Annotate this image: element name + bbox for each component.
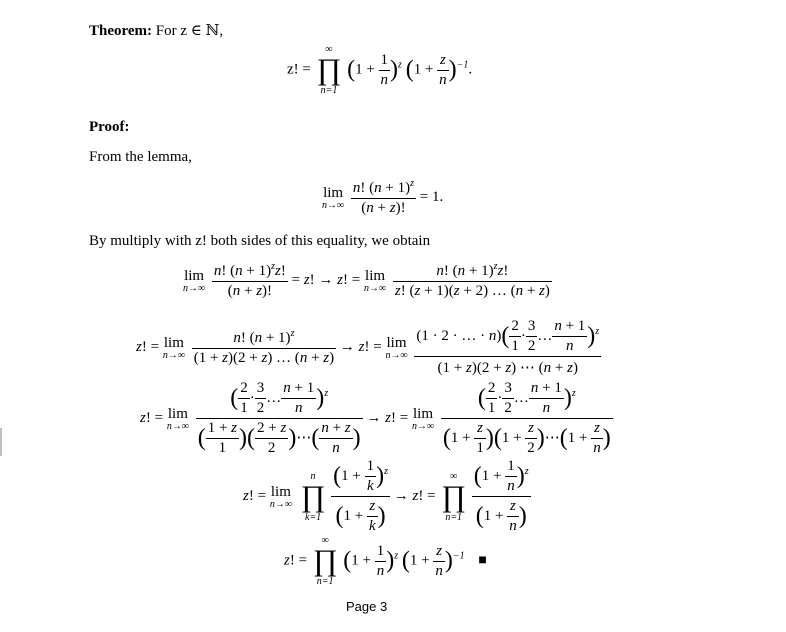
- theorem-equation: z! = ∞ ∏ n=1 (1 + $\frac{1}{n}$ )$^z$ (1 + $\frac{z}{n}$ )$^{-1}$.: [287, 44, 473, 96]
- page-number: Page 3: [346, 599, 388, 614]
- proof-label: Proof:: [89, 119, 130, 135]
- lemma-intro: From the lemma,: [89, 149, 192, 165]
- step4-equation: z! = lim n→∞ n ∏ k=1 (1 + $\frac{1}{k}$ )$^z$ (1 + $\frac{z}{k}$ ) → z! = ∞ ∏ n=1 (1 + $\frac{1}{n}$ )$^z$ (1 + $\frac{z}{n}$ ): [243, 458, 529, 534]
- qed-mark: ■: [478, 553, 487, 568]
- lemma-equation: lim n→∞ $\frac{n! (n + 1)^z}{(n + z)!}$ = 1.: [322, 178, 444, 216]
- step2-equation: z! = lim n→∞ $\frac{n! (n + 1)^z}{(1 + z)(2 + z) \dots (n + z)}$ → z! = lim n→∞ (1 · 2 · … · n)( $\frac{2}{1}$ · $\frac{3}{2}$ … $\frac{n + 1}{n}$ )$^z$ (1 + z)(2 + z) ⋯ (n + z): [136, 318, 600, 376]
- step1-equation: lim n→∞ $\frac{n! (n + 1)^zz!}{(n + z)!}$ = z! → z! = lim n→∞ $\frac{n! (n + 1)^zz!}{z! (z + 1)(z + 2) \dots (n + z)}$: [183, 261, 550, 299]
- result-equation: z! = ∞ ∏ n=1 (1 + $\frac{1}{n}$ )$^z$ (1 + $\frac{z}{n}$ )$^{-1}$ ■: [284, 535, 487, 587]
- multiply-text: By multiply with z! both sides of this equality, we obtain: [89, 233, 431, 249]
- theorem-line: [89, 22, 223, 40]
- left-edge-mark: [0, 428, 2, 456]
- step3-equation: z! = lim n→∞ ( $\frac{2}{1}$ · $\frac{3}{2}$ … $\frac{n + 1}{n}$ )$^z$ ( $\frac{1 + z}{1}$ )( $\frac{2 + z}{2}$ )⋯( $\frac{n + z}{n}$ ) → z! = lim n→∞ ( $\frac{2}{1}$ · $\frac{3}{2}$ … $\frac{n + 1}{n}$ )$^z$ (1 + $\frac{z}{1}$ )(1 + $\frac{z}{2}$ )⋯(1 + $\frac{z}{n}$ ): [140, 380, 611, 456]
- theorem-label: Theorem:: [89, 23, 153, 39]
- theorem-text: For z ∈ ℕ,: [155, 23, 224, 39]
